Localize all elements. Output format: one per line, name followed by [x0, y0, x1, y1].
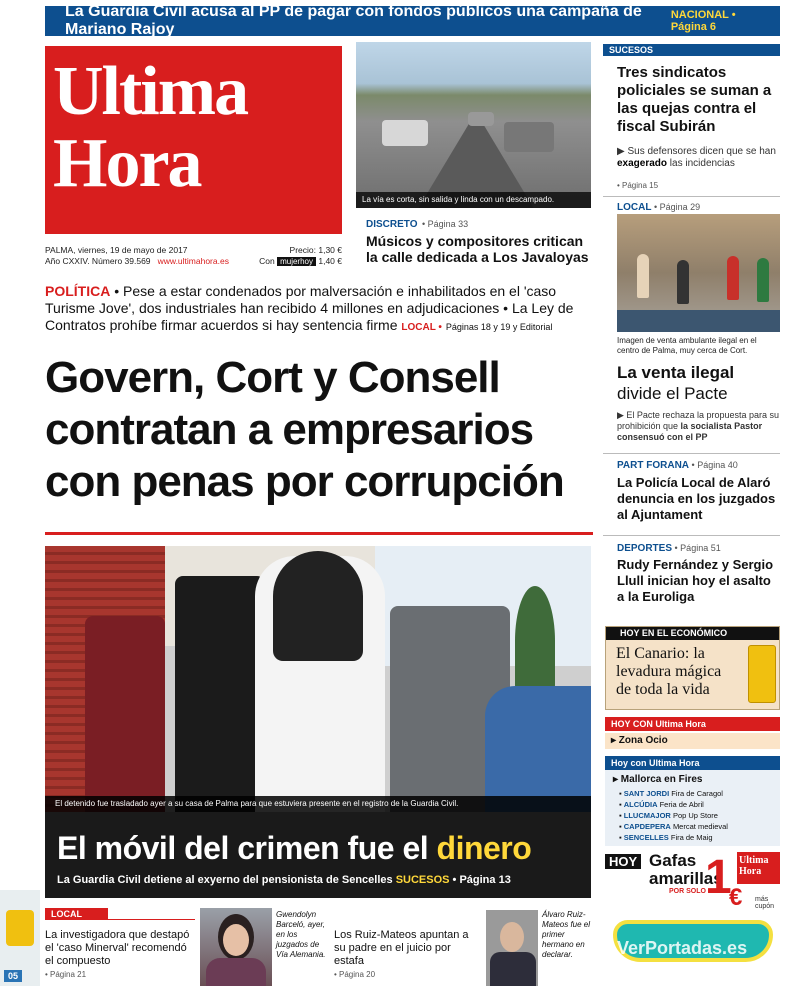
- politica-kicker: POLÍTICA: [45, 283, 111, 299]
- site-url[interactable]: www.ultimahora.es: [157, 256, 229, 266]
- local-label: LOCAL: [45, 908, 108, 920]
- person: [677, 260, 689, 304]
- crime-sub-text: La Guardia Civil detiene al exyerno del pensionista de Sencelles: [57, 874, 393, 886]
- body: [206, 958, 266, 986]
- local-kicker-row: [617, 202, 700, 213]
- sucesos-page: • Página 15: [617, 181, 659, 190]
- crime-story[interactable]: [45, 812, 591, 898]
- politica-summary[interactable]: [45, 283, 593, 336]
- masthead-line1: Ultima: [53, 53, 248, 130]
- fires-label: Hoy con Ultima Hora: [605, 756, 780, 770]
- divider: [45, 919, 195, 920]
- ad-graphic: [6, 910, 34, 946]
- fires-list: [619, 788, 728, 843]
- deportes-kicker: DEPORTES: [617, 543, 673, 554]
- fires-box[interactable]: [605, 770, 780, 846]
- partforana-headline[interactable]: La Policía Local de Alaró denuncia en los juzgados al Ajuntament: [617, 475, 776, 522]
- sucesos-sub: [617, 146, 780, 170]
- portrait-photo[interactable]: [200, 908, 272, 986]
- person-blue: [485, 686, 591, 812]
- fires-town: SENCELLES: [623, 833, 669, 842]
- fires-event: Fira de Caragol: [671, 789, 723, 798]
- zona-ocio-link[interactable]: ▸ Zona Ocio: [605, 733, 780, 749]
- person-agent: [175, 576, 265, 812]
- fires-town: LLUCMAJOR: [623, 811, 671, 820]
- mujerhoy-logo: mujerhoy: [277, 257, 316, 266]
- sucesos-sub-c: las incidencias: [667, 158, 735, 169]
- sucesos-headline[interactable]: Tres sindicatos policiales se suman a las quejas contra el fiscal Subirán: [617, 64, 772, 135]
- promo-por: POR SOLO: [669, 888, 706, 895]
- side-ad[interactable]: [0, 890, 40, 986]
- issue-number: Año CXXIV. Número 39.569: [45, 256, 151, 266]
- price: Precio: 1,30 €: [289, 245, 342, 255]
- price-with-value: 1,40 €: [318, 256, 342, 266]
- venta-headline-a: La venta ilegal: [617, 363, 735, 382]
- promo-logo: Ultima Hora: [737, 852, 780, 884]
- ruizmateos-page: • Página 20: [334, 970, 376, 979]
- politica-page: Páginas 18 y 19 y Editorial: [445, 322, 553, 332]
- arrest-photo[interactable]: [45, 546, 591, 812]
- crime-headline: [57, 830, 531, 867]
- venta-headline[interactable]: [617, 362, 780, 404]
- street-photo[interactable]: [356, 42, 591, 208]
- economico-headline: El Canario: la levadura mágica de toda la vida: [616, 645, 722, 698]
- list-item: ▪ LLUCMAJOR Pop Up Store: [619, 811, 718, 820]
- list-item: ▪ CAPDEPERA Mercat medieval: [619, 822, 728, 831]
- top-headline: La Guardia Civil acusa al PP de pagar con fondos públicos una campaña de Mariano Rajoy: [65, 3, 642, 38]
- promo-currency: €: [729, 884, 743, 911]
- promo-gafas: Gafas amarillas: [649, 851, 723, 888]
- list-item: ▪ SANT JORDI Fira de Caragol: [619, 789, 723, 798]
- fires-event: Pop Up Store: [672, 811, 718, 820]
- list-item: ▪ ALCÚDIA Feria de Abril: [619, 800, 704, 809]
- politica-section: LOCAL •: [401, 322, 442, 333]
- economico-box[interactable]: [605, 626, 780, 710]
- watermark: VerPortadas.es: [617, 938, 748, 958]
- top-section: NACIONAL • Página 6: [671, 9, 780, 33]
- deportes-kicker-row: [617, 543, 721, 554]
- venta-headline-b: divide el Pacte: [617, 384, 728, 403]
- minerval-story[interactable]: [45, 929, 195, 981]
- sucesos-sub-a: ▶ Sus defensores dicen que se han: [617, 146, 776, 157]
- dateline: [45, 245, 342, 267]
- divider: [603, 535, 780, 536]
- divider: [603, 196, 780, 197]
- portrait-caption-2: Álvaro Ruiz-Mateos fue el primer hermano en declarar.: [542, 910, 591, 959]
- body: [490, 952, 536, 986]
- portrait-photo-2[interactable]: [486, 910, 538, 986]
- car: [504, 122, 554, 152]
- portrait-caption: Gwendolyn Barceló, ayer, en los juzgados de Vía Alemania.: [276, 910, 326, 959]
- fires-town: ALCÚDIA: [623, 800, 658, 809]
- politica-text: • Pese a estar condenados por malversación e inhabilitados en el 'caso Turisme Jove', dos industriales han recibido 4 millones en adjudicaciones • La Ley de Contratos prohíbe firmar acuerdos si hay sentencia firme: [45, 283, 574, 333]
- venta-sub: [617, 410, 780, 443]
- sucesos-kicker: SUCESOS: [603, 44, 780, 56]
- person: [727, 256, 739, 300]
- fires-town: SANT JORDI: [623, 789, 670, 798]
- date-text: PALMA, viernes, 19 de mayo de 2017: [45, 245, 188, 255]
- crime-headline-a: El móvil del crimen fue el: [57, 830, 437, 866]
- fires-town: CAPDEPERA: [623, 822, 671, 831]
- fires-title: ▸ Mallorca en Fires: [613, 774, 703, 785]
- hood: [273, 551, 363, 661]
- crime-section: SUCESOS: [395, 874, 450, 886]
- blanket: [617, 310, 780, 332]
- masthead-line2: Hora: [53, 125, 201, 202]
- yeast-can-icon: [748, 645, 776, 703]
- discreto-kicker: DISCRETO: [366, 219, 418, 230]
- partforana-kicker: PART FORANA: [617, 460, 690, 471]
- crime-sub: [57, 874, 511, 886]
- car: [468, 112, 494, 126]
- ruizmateos-text: Los Ruiz-Mateos apuntan a su padre en el juicio por estafa: [334, 929, 469, 967]
- economico-kicker: HOY EN EL ECONÓMICO: [606, 627, 779, 640]
- top-banner[interactable]: [45, 3, 780, 38]
- sucesos-sub-b: exagerado: [617, 158, 668, 169]
- photo2-caption: El detenido fue trasladado ayer a su casa de Palma para que estuviera presente en el registro de la Guardia Civil.: [45, 796, 591, 812]
- local-kicker: LOCAL: [617, 202, 652, 213]
- fires-event: Mercat medieval: [672, 822, 728, 831]
- photo1-caption: La vía es corta, sin salida y linda con un descampado.: [356, 192, 591, 208]
- price-with-label: Con: [259, 256, 275, 266]
- ad-number: 05: [4, 970, 22, 982]
- street-vendors-photo[interactable]: [617, 214, 780, 332]
- partforana-page: • Página 40: [691, 460, 738, 470]
- person-woman: [85, 616, 165, 812]
- deportes-page: • Página 51: [674, 543, 721, 553]
- ruizmateos-story[interactable]: [334, 929, 482, 981]
- minerval-text: La investigadora que destapó el 'caso Minerval' recomendó el compuesto: [45, 929, 190, 967]
- divider: [603, 453, 780, 454]
- local-page: • Página 29: [653, 202, 701, 212]
- promo-price: 1: [705, 851, 732, 904]
- masthead-logo[interactable]: [45, 46, 342, 234]
- sunglasses-promo[interactable]: [605, 850, 780, 986]
- crime-page: • Página 13: [452, 874, 511, 886]
- divider: [45, 532, 593, 535]
- venta-sub-a: ▶ El Pacte rechaza la propuesta para su prohibición que: [617, 410, 780, 431]
- deportes-headline[interactable]: Rudy Fernández y Sergio Llull inician hoy el asalto a la Euroliga: [617, 557, 774, 604]
- discreto-story[interactable]: [366, 215, 591, 265]
- person: [757, 258, 769, 302]
- face: [500, 922, 524, 952]
- discreto-headline: Músicos y compositores critican la calle dedicada a Los Javaloyas: [366, 233, 589, 265]
- main-headline[interactable]: Govern, Cort y Consell contratan a empresarios con penas por corrupción: [45, 353, 564, 506]
- discreto-page: • Página 33: [421, 219, 469, 229]
- list-item: ▪ SENCELLES Fira de Maig: [619, 833, 713, 842]
- person: [637, 254, 649, 298]
- car: [382, 120, 428, 146]
- partforana-kicker-row: [617, 460, 738, 471]
- promo-hoy: HOY: [605, 854, 641, 869]
- photo3-caption: Imagen de venta ambulante ilegal en el centro de Palma, muy cerca de Cort.: [617, 336, 757, 355]
- tree: [515, 586, 555, 696]
- venta-sub-b: la socialista Pastor consensuó con el PP: [617, 421, 763, 442]
- ocio-label: HOY CON Ultima Hora: [605, 717, 780, 731]
- promo-more: más cupón: [755, 896, 775, 910]
- minerval-page: • Página 21: [45, 970, 87, 979]
- fires-event: Fira de Maig: [670, 833, 713, 842]
- face: [223, 924, 249, 956]
- crime-headline-b: dinero: [436, 830, 532, 866]
- fires-event: Feria de Abril: [659, 800, 704, 809]
